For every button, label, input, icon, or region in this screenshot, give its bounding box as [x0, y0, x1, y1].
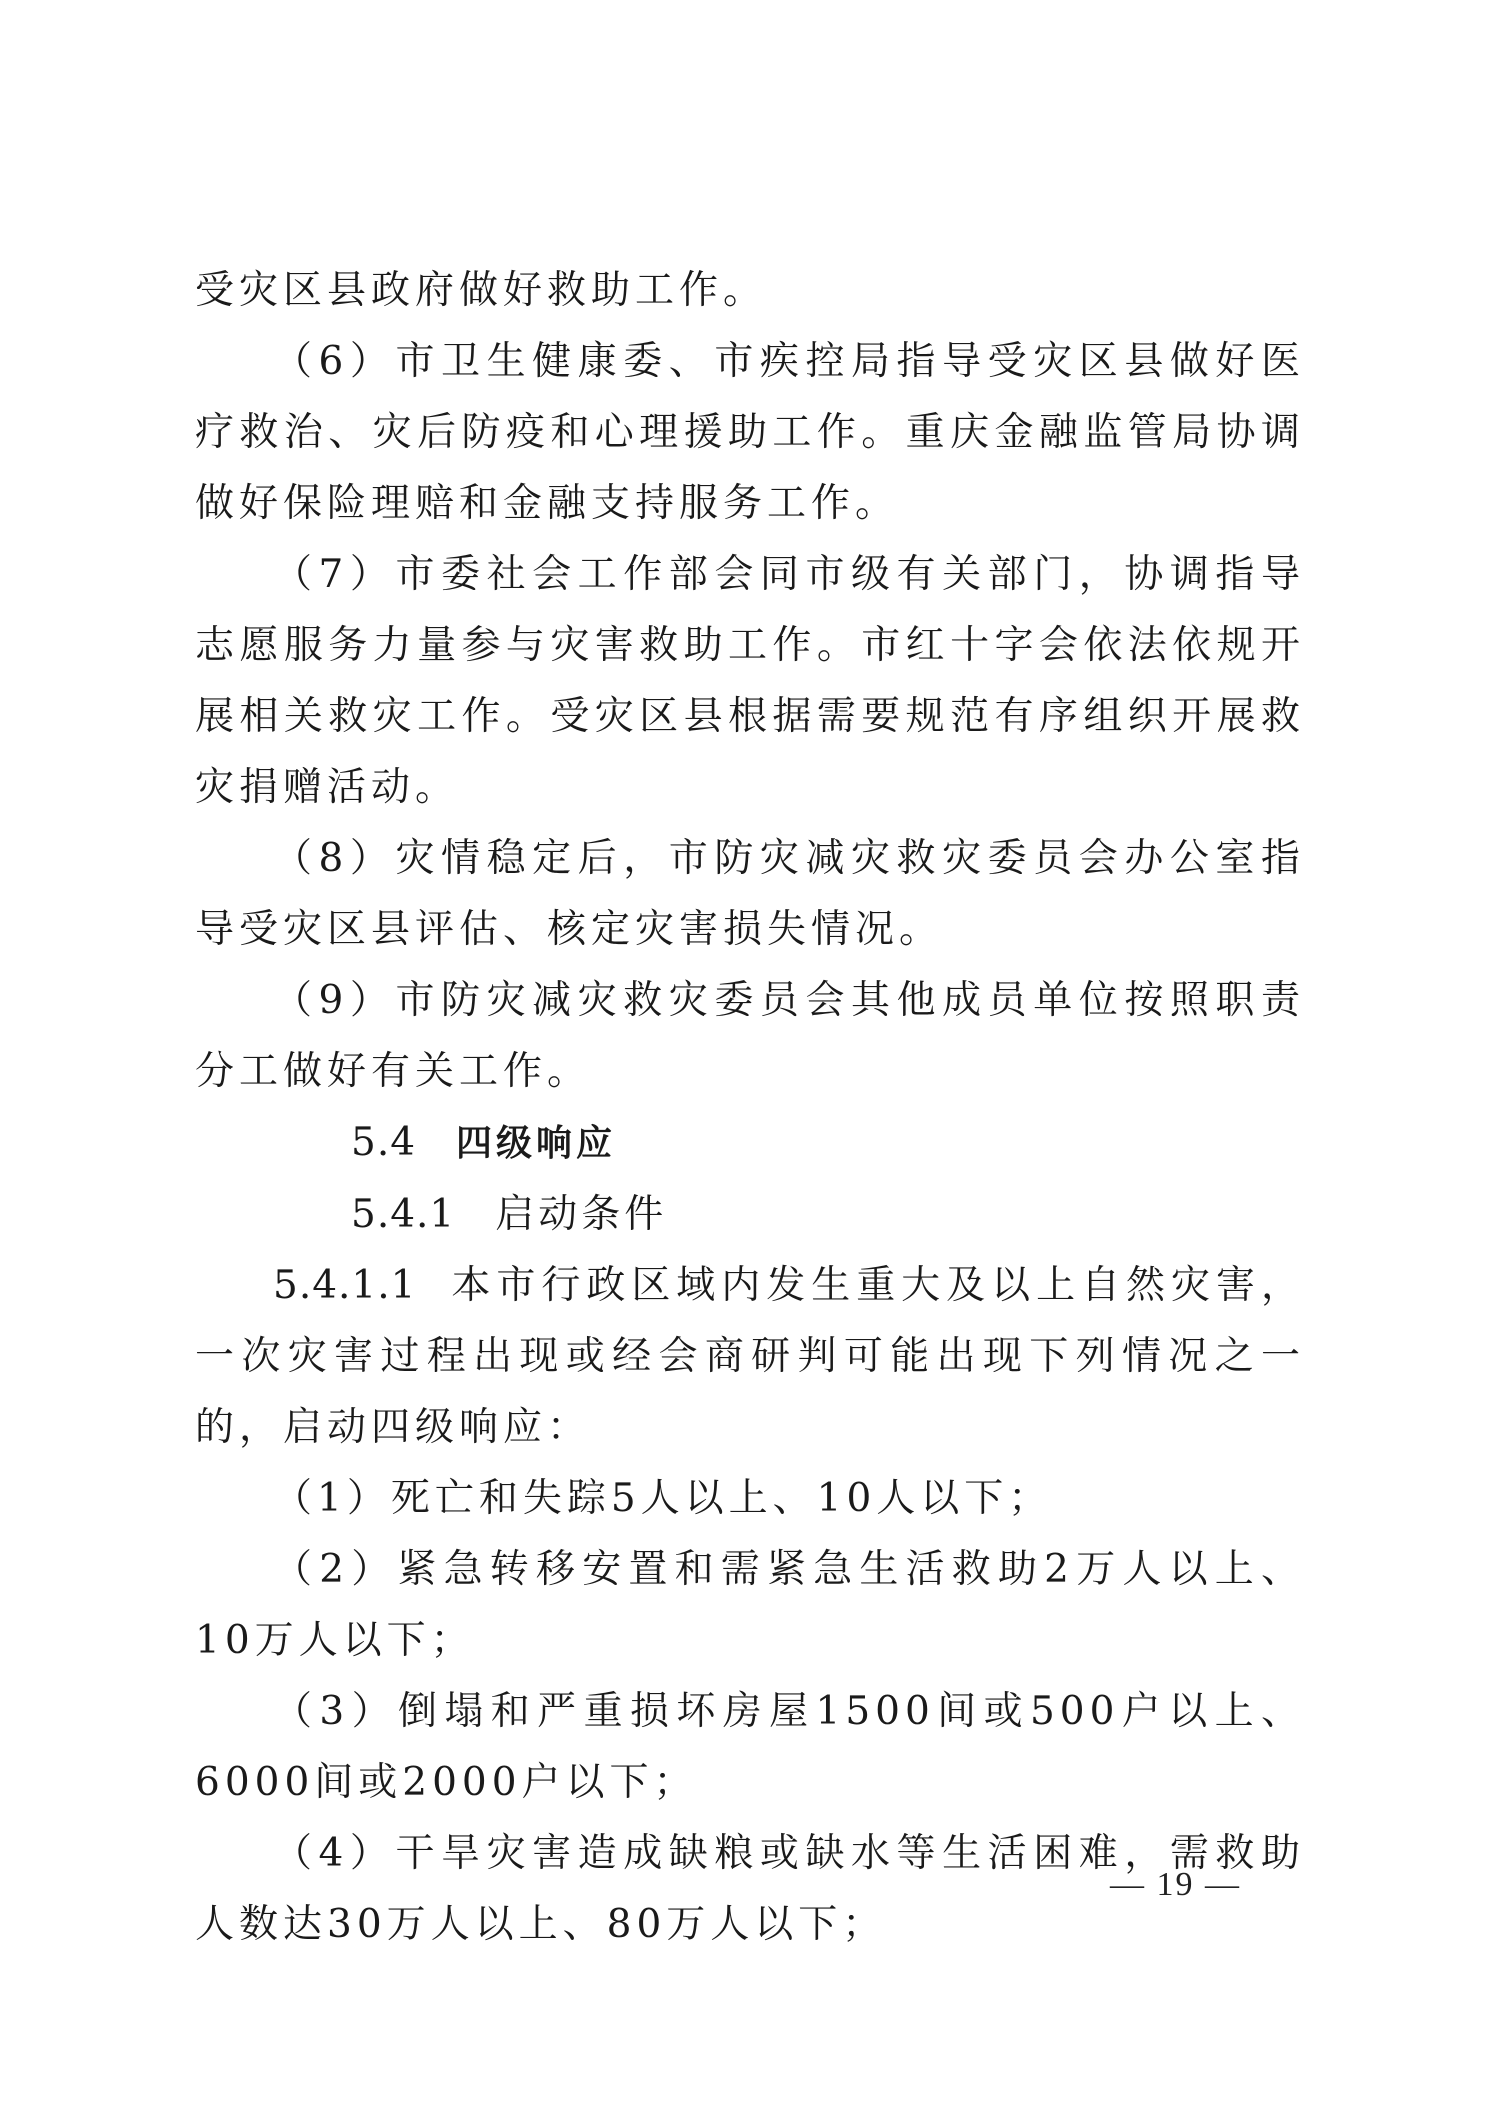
section-heading-5-4-1: [195, 1179, 1305, 1250]
section-heading-5-4: [195, 1107, 1305, 1179]
condition-item-1: （1）死亡和失踪5人以上、10人以下；: [273, 1476, 1053, 1521]
page-number: — 19 —: [1110, 1866, 1241, 1903]
condition-item-3: （3）倒塌和严重损坏房屋1500间或500户以上、6000间或2000户以下；: [195, 1689, 1305, 1805]
paragraph-item-6: （6）市卫生健康委、市疾控局指导受灾区县做好医疗救治、灾后防疫和心理援助工作。重庆金融监管局协调做好保险理赔和金融支持服务工作。: [195, 339, 1305, 526]
paragraph-item-8: （8）灾情稳定后，市防灾减灾救灾委员会办公室指导受灾区县评估、核定灾害损失情况。: [195, 836, 1305, 952]
clause-text: 本市行政区域内发生重大及以上自然灾害，一次灾害过程出现或经会商研判可能出现下列情况之一的，启动四级响应：: [195, 1263, 1305, 1450]
paragraph-continuation: 受灾区县政府做好救助工作。: [195, 268, 768, 313]
clause-number: 5.4.1.1: [273, 1263, 417, 1308]
clause-5-4-1-1: [195, 1250, 1305, 1463]
document-body: [195, 255, 1305, 1960]
section-number: 5.4.1: [351, 1192, 456, 1237]
paragraph-item-7: （7）市委社会工作部会同市级有关部门，协调指导志愿服务力量参与灾害救助工作。市红十字会依法依规开展相关救灾工作。受灾区县根据需要规范有序组织开展救灾捐赠活动。: [195, 552, 1305, 810]
paragraph-item-9: （9）市防灾减灾救灾委员会其他成员单位按照职责分工做好有关工作。: [195, 978, 1305, 1094]
section-title: 启动条件: [495, 1192, 668, 1237]
section-number: 5.4: [351, 1120, 417, 1165]
condition-item-4: （4）干旱灾害造成缺粮或缺水等生活困难，需救助人数达30万人以上、80万人以下；: [195, 1831, 1305, 1947]
condition-item-2: （2）紧急转移安置和需紧急生活救助2万人以上、10万人以下；: [195, 1547, 1305, 1663]
section-title: 四级响应: [456, 1123, 617, 1164]
